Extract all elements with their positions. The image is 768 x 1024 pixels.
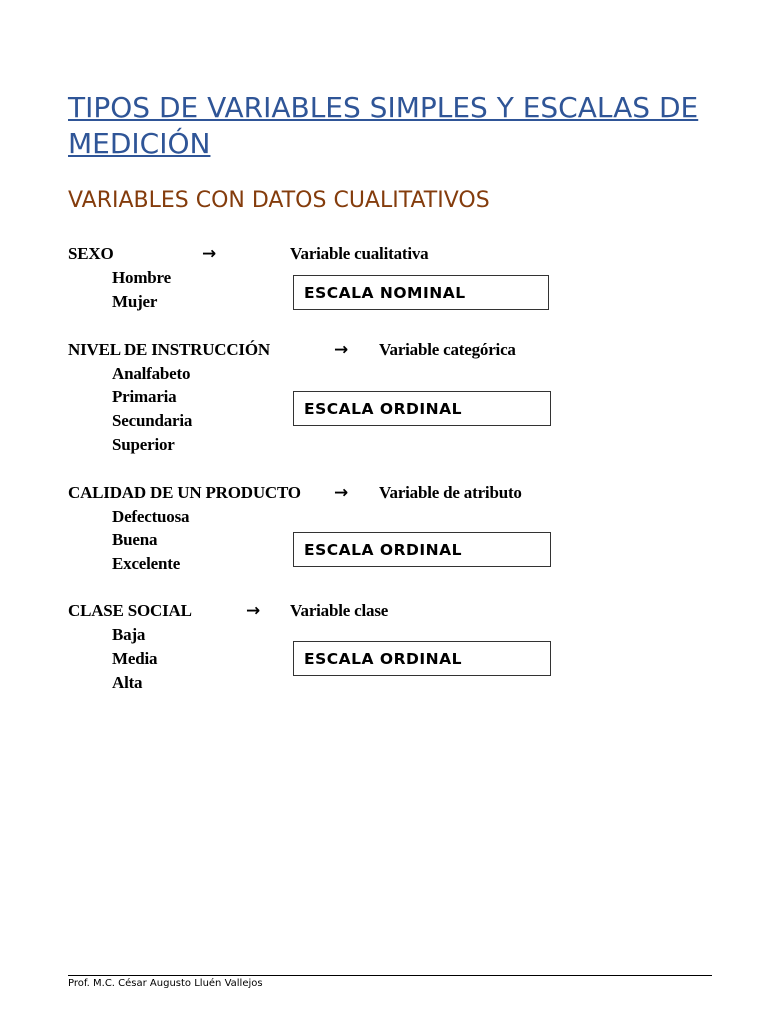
category-item: Analfabeto xyxy=(112,364,191,383)
variable-name-nivel: NIVEL DE INSTRUCCIÓN xyxy=(68,340,270,359)
footer-divider xyxy=(68,975,712,976)
variable-type-nivel: Variable categórica xyxy=(379,340,516,359)
category-item: Secundaria xyxy=(112,411,193,430)
scale-box-calidad: ESCALA ORDINAL xyxy=(293,532,551,567)
variable-type-clase: Variable clase xyxy=(290,601,389,620)
category-item: Baja xyxy=(112,625,146,644)
page-title: TIPOS DE VARIABLES SIMPLES Y ESCALAS DE MEDICIÓN xyxy=(68,91,699,160)
arrow-right-icon: → xyxy=(246,601,261,621)
section-heading: VARIABLES CON DATOS CUALITATIVOS xyxy=(68,188,490,213)
scale-box-nivel: ESCALA ORDINAL xyxy=(293,391,551,426)
category-item: Superior xyxy=(112,435,175,454)
variable-name-sexo: SEXO xyxy=(68,244,114,263)
scale-box-clase: ESCALA ORDINAL xyxy=(293,641,551,676)
arrow-right-icon: → xyxy=(334,340,349,360)
variable-type-calidad: Variable de atributo xyxy=(379,483,522,502)
variable-type-sexo: Variable cualitativa xyxy=(290,244,429,263)
arrow-right-icon: → xyxy=(334,483,349,503)
variable-name-calidad: CALIDAD DE UN PRODUCTO xyxy=(68,483,301,502)
category-item: Media xyxy=(112,649,158,668)
scale-box-sexo: ESCALA NOMINAL xyxy=(293,275,549,310)
category-item: Mujer xyxy=(112,292,158,311)
category-item: Alta xyxy=(112,673,143,692)
category-item: Primaria xyxy=(112,387,177,406)
category-item: Hombre xyxy=(112,268,171,287)
footer-author: Prof. M.C. César Augusto Lluén Vallejos xyxy=(68,978,263,989)
category-item: Excelente xyxy=(112,554,181,573)
arrow-right-icon: → xyxy=(202,244,217,264)
category-item: Defectuosa xyxy=(112,507,190,526)
category-item: Buena xyxy=(112,530,158,549)
variable-name-clase: CLASE SOCIAL xyxy=(68,601,192,620)
